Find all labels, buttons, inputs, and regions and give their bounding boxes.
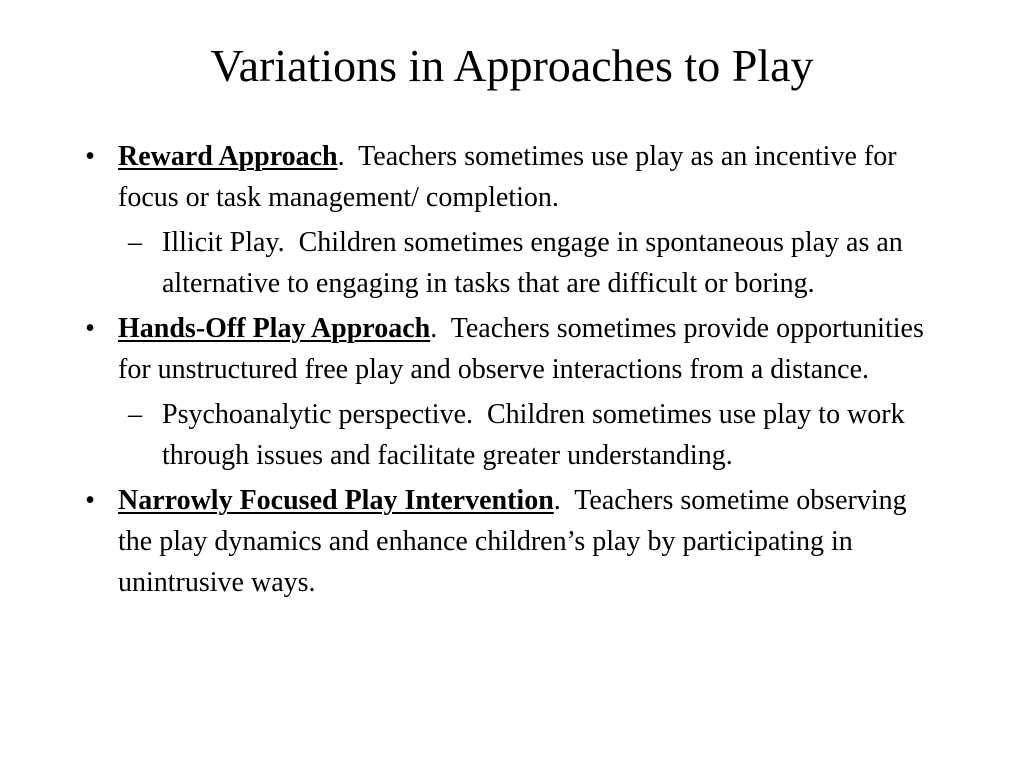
- bullet-text: . Teachers sometimes use play as an incentive for focus or task management/ completion.: [118, 141, 904, 213]
- bullet-list: [78, 136, 938, 603]
- sub-bullet-text: Illicit Play. Children sometimes engage in spontaneous play as an alternative to engaging in tasks that are difficult or boring.: [162, 227, 910, 299]
- bullet-term: Narrowly Focused Play Intervention: [118, 485, 554, 516]
- bullet-term: Reward Approach: [118, 141, 338, 172]
- sub-bullet-item-illicit-play: [78, 222, 938, 304]
- slide-title: Variations in Approaches to Play: [210, 40, 814, 91]
- bullet-item-narrowly-focused-play-intervention: [78, 480, 938, 603]
- sub-bullet-item-psychoanalytic-perspective: [78, 394, 938, 476]
- bullet-item-hands-off-play-approach: [78, 308, 938, 390]
- sub-bullet-text: Psychoanalytic perspective. Children sometimes use play to work through issues and facilitate greater understanding.: [162, 399, 912, 471]
- bullet-term: Hands-Off Play Approach: [118, 313, 431, 344]
- bullet-marker: •: [85, 141, 95, 172]
- bullet-text: . Teachers sometime observing the play dynamics and enhance children’s play by participating in unintrusive ways.: [118, 485, 914, 598]
- bullet-marker: •: [85, 313, 95, 344]
- bullet-item-reward-approach: [78, 136, 938, 218]
- bullet-text: . Teachers sometimes provide opportunities for unstructured free play and observe interactions from a distance.: [118, 313, 931, 385]
- dash-marker: –: [128, 399, 142, 430]
- bullet-marker: •: [85, 485, 95, 516]
- dash-marker: –: [128, 227, 142, 258]
